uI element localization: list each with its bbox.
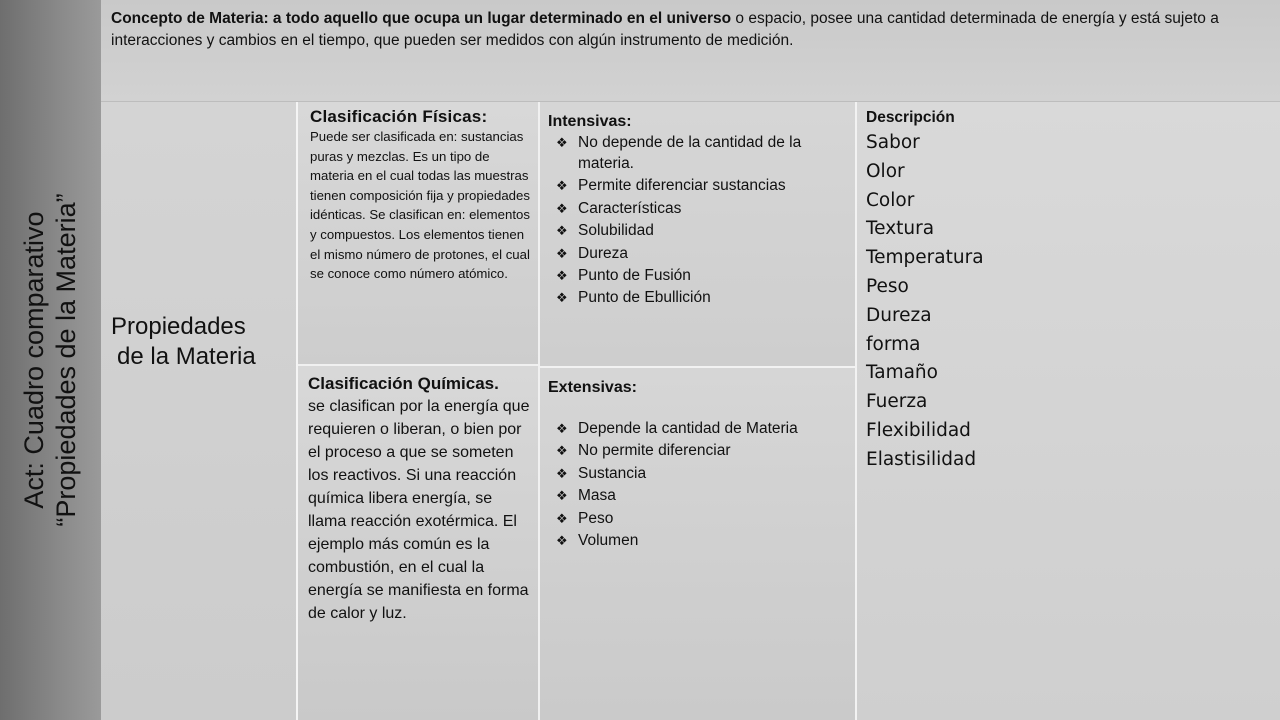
- list-item: Fuerza: [866, 391, 928, 413]
- physical-classification-title: Clasificación Físicas:: [310, 107, 488, 126]
- concept-bold-text: a todo aquello que ocupa un lugar determinado en el universo: [268, 10, 732, 27]
- properties-cell: [101, 102, 298, 720]
- list-item: Textura: [866, 218, 935, 240]
- slide-title: [18, 0, 82, 720]
- chemical-classification-text: se clasifican por la energía que requieren o liberan, o bien por el proceso a que se someten los reactivos. Si una reacción química libera energía, se llama reacción exotérmica. El ejemplo más común es la combustión, en el cual la energía se manifiesta en forma de calor y luz.: [308, 398, 530, 622]
- list-item: ❖ Punto de Ebullición: [548, 287, 849, 308]
- list-item: Flexibilidad: [866, 419, 971, 441]
- physical-classification-text: Puede ser clasificada en: sustancias puras y mezclas. Es un tipo de materia en el cual todas las muestras tienen composición fija y propiedades idénticas. Se clasifican en: elementos y compuestos. Los elementos tienen el mismo número de protones, el cual se conoce como número atómico.: [310, 129, 530, 282]
- side-title-bar: [0, 0, 101, 720]
- physical-classification-cell: [298, 102, 539, 364]
- list-item: ❖ No depende de la cantidad de la materia.: [548, 132, 849, 174]
- list-item: ❖ Depende la cantidad de Materia: [548, 418, 849, 439]
- concept-text: o espacio, posee una cantidad determinada de energía y está sujeto a interacciones y cambios en el tiempo, que pueden ser medidos con algún instrumento de medición.: [111, 10, 1219, 49]
- extensive-title: Extensivas:: [548, 379, 637, 396]
- slide-title-line2: “Propiedades de la Materia”: [51, 193, 81, 527]
- list-item: ❖ No permite diferenciar: [548, 440, 849, 461]
- intensive-list: [548, 132, 849, 308]
- description-list: [866, 129, 1270, 475]
- list-item: Temperatura: [866, 247, 984, 269]
- list-item: Peso: [866, 275, 909, 297]
- intensive-properties-cell: [539, 102, 855, 366]
- extensive-properties-cell: [539, 366, 855, 720]
- properties-label-line1: Propiedades: [111, 313, 246, 340]
- intensive-title: Intensivas:: [548, 113, 632, 130]
- list-item: ❖ Dureza: [548, 243, 849, 264]
- list-item: Olor: [866, 160, 905, 182]
- list-item: ❖ Punto de Fusión: [548, 265, 849, 286]
- list-item: Color: [866, 189, 915, 211]
- properties-label: [111, 312, 256, 372]
- properties-label-line2: de la Materia: [117, 343, 256, 370]
- chemical-classification-title: Clasificación Químicas.: [308, 374, 499, 393]
- list-item: ❖ Características: [548, 198, 849, 219]
- list-item: ❖ Masa: [548, 485, 849, 506]
- description-title: Descripción: [866, 109, 955, 126]
- list-item: ❖ Peso: [548, 508, 849, 529]
- description-cell: [855, 102, 1280, 720]
- list-item: Elastisilidad: [866, 448, 977, 470]
- concept-label: Concepto de Materia:: [111, 10, 269, 27]
- list-item: Sabor: [866, 132, 920, 153]
- list-item: Tamaño: [866, 362, 938, 384]
- chemical-classification-cell: [298, 364, 539, 720]
- list-item: ❖ Volumen: [548, 530, 849, 551]
- concept-header: [101, 0, 1280, 102]
- list-item: Dureza: [866, 304, 932, 326]
- list-item: ❖ Sustancia: [548, 463, 849, 484]
- list-item: forma: [866, 333, 921, 355]
- list-item: ❖ Permite diferenciar sustancias: [548, 175, 849, 196]
- slide-title-line1: Act: Cuadro comparativo: [19, 211, 49, 509]
- list-item: ❖ Solubilidad: [548, 220, 849, 241]
- extensive-list: [548, 418, 849, 551]
